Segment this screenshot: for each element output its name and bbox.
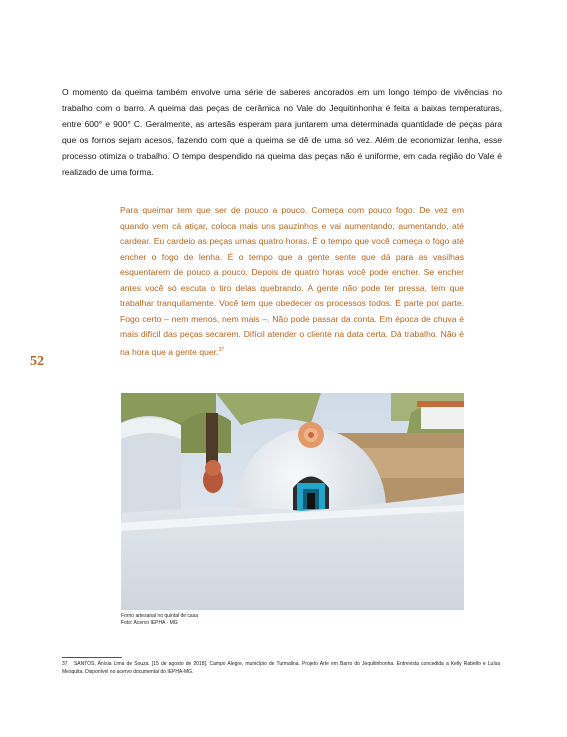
photo-caption — [121, 613, 198, 627]
kiln-photo-illustration — [121, 393, 464, 610]
quote-footnote-ref: 37 — [218, 346, 224, 353]
caption-line-2: Foto: Acervo IEPHA - MG — [121, 620, 178, 626]
footnote-divider — [62, 657, 122, 658]
kiln-photo — [121, 393, 464, 610]
page-number: 52 — [30, 354, 44, 369]
body-paragraph: O momento da queima também envolve uma série de saberes ancorados em um longo tempo de vivências no trabalho com o barro. A queima das peças de cerâmica no Vale do Jequitinhonha é feita a baixas temperaturas, entre 600° e 900° C. Geralmente, as artesãs esperam para juntarem uma determinada quantidade de peças para que os fornos sejam acesos, fazendo com que a queima se dê de uma só vez. Além de economizar lenha, esse processo otimiza o trabalho. O tempo despendido na queima das peças não é uniforme, em cada região do Vale é realizado de uma forma. — [62, 87, 502, 177]
interview-quote — [120, 203, 464, 360]
footnote-number: 37 — [62, 661, 68, 667]
caption-line-1: Forno artesanal no quintal de casa — [121, 613, 198, 619]
quote-text: Para queimar tem que ser de pouco a pouco. Começa com pouco fogo. De vez em quando vem cá atiçar, coloca mais uns pauzinhos e vai aumentando, aumentando, até cardear. Eu cardeio as peças umas quatro horas. É o tempo que você começa o fogo até encher o fogo de lenha. É o tempo que a gente sente que dá para as vasilhas esquentarem de pouco a pouco. Depois de quatro horas você pode encher. Se encher antes você só escuta o tiro delas quebrando. A gente não pode ter pressa, tem que trabalhar tranquilamente. Você tem que obedecer os processos todos. É parte por parte. Fogo certo – nem menos, nem mais –. Não pode passar da conta. Em época de chuva é mais difícil das peças secarem. Difícil atender o cliente na data certa. Dá trabalho. Não é na hora que a gente quer. — [120, 205, 464, 357]
footnote-text: SANTOS, Anísia Lima de Souza. [15 de agosto de 2018]. Campo Alegre, município de Turmalina. Projeto Arte em Barro do Jequitinhonha. Entrevista concedida a Kelly Rabello e Luísa Mesquita. Disponível no acervo documental do IEPHA-MG. — [62, 661, 500, 675]
footnote — [62, 660, 500, 676]
